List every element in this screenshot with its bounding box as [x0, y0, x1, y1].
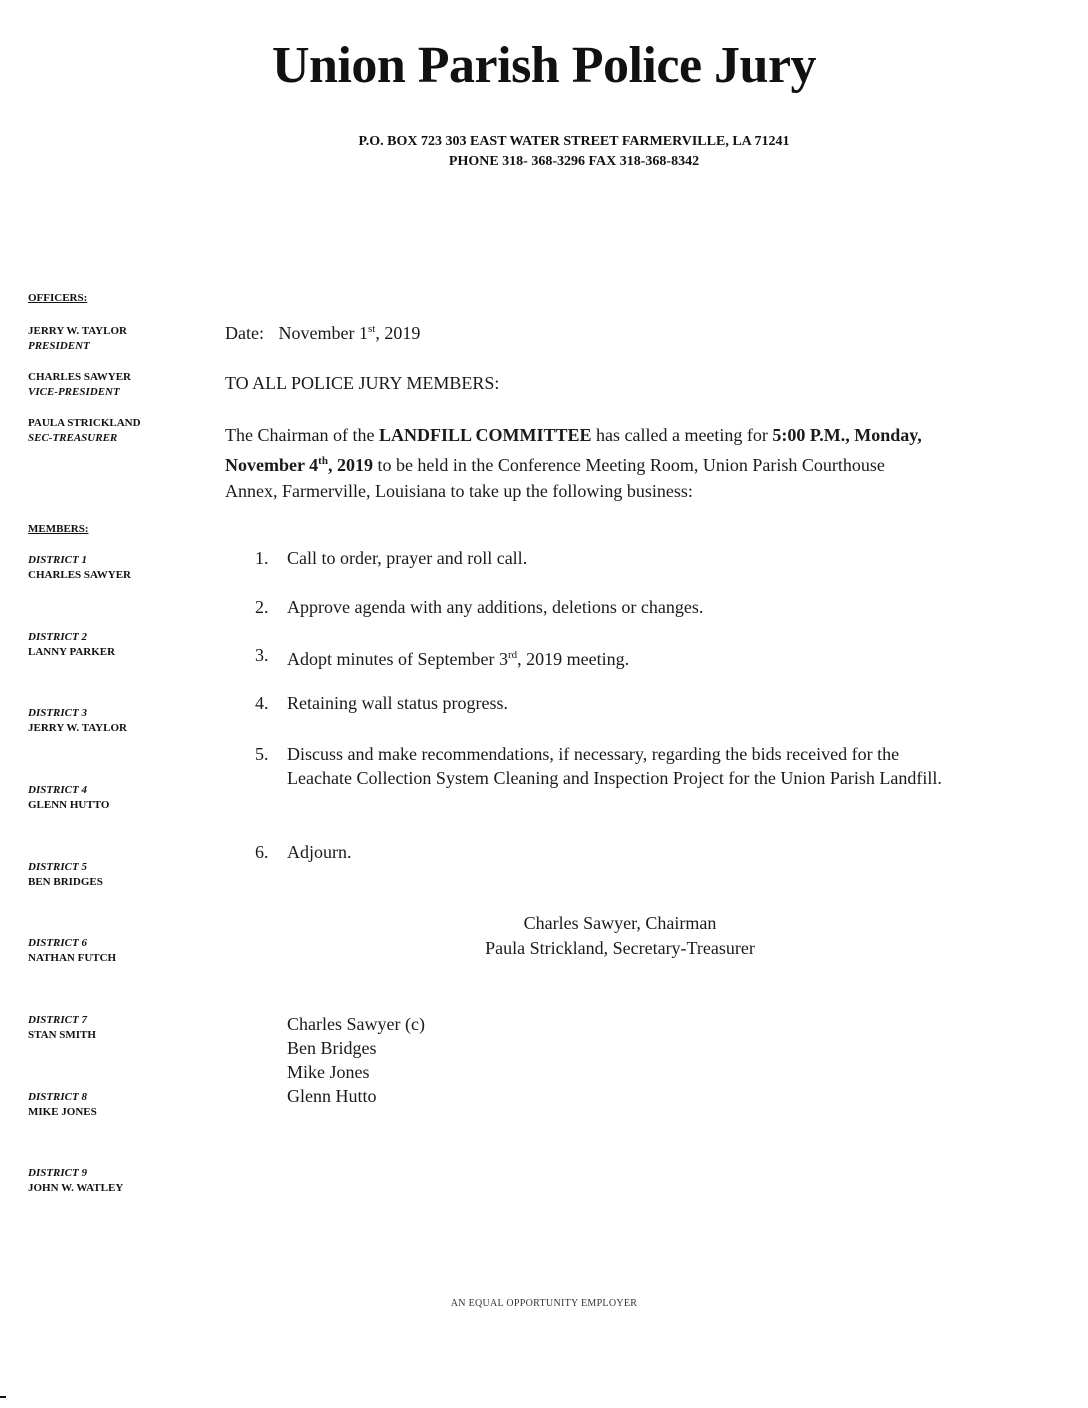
- memo-date: [225, 323, 420, 344]
- committee-name: LANDFILL COMMITTEE: [378, 425, 592, 445]
- member-name: JERRY W. TAYLOR: [28, 722, 127, 734]
- address-line: P.O. BOX 723 303 EAST WATER STREET FARMERVILLE, LA 71241: [358, 134, 790, 149]
- member-district: DISTRICT 6: [28, 937, 87, 949]
- member-district: DISTRICT 8: [28, 1091, 87, 1103]
- member-name: MIKE JONES: [28, 1106, 97, 1118]
- officer-name: CHARLES SAWYER: [28, 371, 131, 383]
- officer-name: JERRY W. TAYLOR: [28, 325, 127, 337]
- agenda-text: Adopt minutes of September 3rd, 2019 meeting.: [287, 649, 630, 669]
- officer-title: PRESIDENT: [28, 340, 90, 352]
- date-ordinal: st: [367, 323, 376, 335]
- officer-title: VICE-PRESIDENT: [28, 386, 120, 398]
- committee-member: Ben Bridges: [287, 1038, 377, 1058]
- member-entry: [28, 630, 115, 660]
- agenda-number: 3.: [255, 645, 269, 665]
- officer-name: PAULA STRICKLAND: [28, 417, 141, 429]
- committee-member: Mike Jones: [287, 1062, 370, 1082]
- agenda-number: 4.: [255, 693, 269, 713]
- committee-member: Charles Sawyer (c): [287, 1014, 425, 1034]
- agenda-number: 5.: [255, 744, 269, 764]
- member-name: NATHAN FUTCH: [28, 952, 117, 964]
- footer-eoe: AN EQUAL OPPORTUNITY EMPLOYER: [450, 1298, 638, 1309]
- organization-name: Union Parish Police Jury: [271, 37, 817, 94]
- member-entry: [28, 860, 103, 890]
- meeting-time: 5:00 P.M., Monday, November 4th, 2019: [225, 425, 922, 475]
- phone-fax-line: PHONE 318- 368-3296 FAX 318-368-8342: [448, 154, 700, 169]
- officer-entry: [28, 416, 141, 446]
- date-value: November 1: [278, 323, 368, 343]
- agenda-number: 2.: [255, 597, 269, 617]
- member-district: DISTRICT 7: [28, 1014, 87, 1026]
- date-label: Date:: [225, 323, 264, 343]
- agenda-number: 1.: [255, 548, 269, 568]
- member-district: DISTRICT 3: [28, 707, 87, 719]
- member-district: DISTRICT 5: [28, 861, 87, 873]
- member-entry: [28, 936, 116, 966]
- member-district: DISTRICT 4: [28, 784, 87, 796]
- agenda-text: Call to order, prayer and roll call.: [287, 548, 528, 568]
- agenda-number: 6.: [255, 842, 269, 862]
- agenda-text: Discuss and make recommendations, if necessary, regarding the bids received for the Leachate Collection System Cleaning and Inspection Project for the Union Parish Landfill.: [287, 744, 942, 788]
- member-name: JOHN W. WATLEY: [28, 1182, 124, 1194]
- member-district: DISTRICT 2: [28, 631, 87, 643]
- officers-heading: OFFICERS:: [28, 292, 88, 304]
- agenda-text: Retaining wall status progress.: [287, 693, 508, 713]
- meeting-announcement: [225, 422, 925, 504]
- officer-title: SEC-TREASURER: [28, 432, 118, 444]
- agenda-text: Adjourn.: [287, 842, 352, 862]
- member-entry: [28, 553, 131, 583]
- member-name: STAN SMITH: [28, 1029, 96, 1041]
- officer-entry: [28, 370, 131, 400]
- intro-text: The Chairman of the: [225, 425, 379, 445]
- salutation: TO ALL POLICE JURY MEMBERS:: [225, 373, 500, 393]
- agenda-text: Approve agenda with any additions, deletions or changes.: [287, 597, 704, 617]
- member-name: LANNY PARKER: [28, 646, 116, 658]
- members-heading: MEMBERS:: [28, 523, 89, 535]
- member-name: CHARLES SAWYER: [28, 569, 131, 581]
- intro-text: has called a meeting for: [591, 425, 773, 445]
- member-entry: [28, 783, 109, 813]
- member-entry: [28, 1166, 123, 1196]
- committee-member: Glenn Hutto: [287, 1086, 377, 1106]
- intro-text: to be held in the Conference Meeting Room, Union Parish Courthouse Annex, Farmerville, Louisiana to take up the following business:: [225, 455, 885, 501]
- scan-edge-mark: [0, 1396, 6, 1398]
- member-name: GLENN HUTTO: [28, 799, 110, 811]
- member-entry: [28, 1013, 96, 1043]
- member-entry: [28, 1090, 97, 1120]
- date-year: , 2019: [375, 323, 421, 343]
- signature-secretary: Paula Strickland, Secretary-Treasurer: [485, 938, 755, 958]
- member-district: DISTRICT 9: [28, 1167, 87, 1179]
- member-name: BEN BRIDGES: [28, 876, 103, 888]
- officer-entry: [28, 324, 127, 354]
- signature-chairman: Charles Sawyer, Chairman: [523, 913, 717, 933]
- member-district: DISTRICT 1: [28, 554, 87, 566]
- member-entry: [28, 706, 127, 736]
